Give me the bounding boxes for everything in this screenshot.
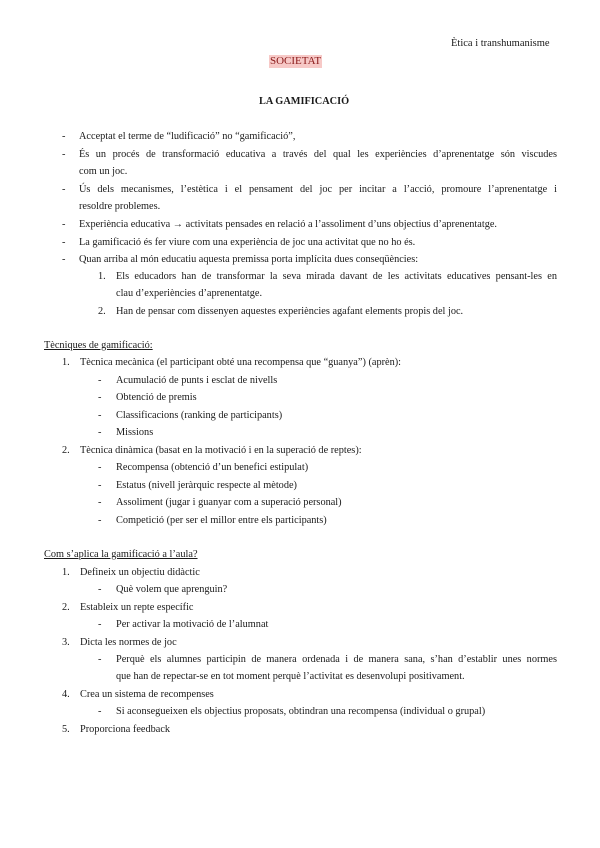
bullet-dash: - bbox=[98, 375, 102, 386]
list-number: 2. bbox=[62, 445, 70, 456]
bullet-dash: - bbox=[98, 410, 102, 421]
classroom-item-0-sub: Què volem que aprenguin? bbox=[116, 584, 228, 595]
classroom-title: Com s’aplica la gamificació a l’aula? bbox=[44, 549, 198, 560]
intro-bullet-3-line-0: Experiència educativa → activitats pensades en relació a l’assoliment d’uns objectius d’aprenentatge. bbox=[79, 219, 498, 230]
bullet-dash: - bbox=[98, 392, 102, 403]
technique-1-sub-1: Estatus (nivell jeràrquic respecte al mètode) bbox=[116, 480, 297, 491]
classroom-item-1-label: Estableix un repte específic bbox=[80, 602, 194, 613]
intro-bullet-5-line-0: Quan arriba al món educatiu aquesta premissa porta implícita dues conseqüències: bbox=[79, 254, 419, 265]
intro-bullet-1-line-1: com un joc. bbox=[79, 166, 128, 177]
bullet-dash: - bbox=[62, 184, 66, 195]
bullet-dash: - bbox=[62, 219, 66, 230]
classroom-item-2-sub-line-0: Perquè els alumnes participin de manera ordenada i de manera sana, s’han d’establir unes normes bbox=[116, 654, 557, 665]
technique-1-sub-3: Competició (per ser el millor entre els participants) bbox=[116, 515, 327, 526]
main-title: LA GAMIFICACIÓ bbox=[259, 96, 350, 107]
techniques-title: Tècniques de gamificació: bbox=[44, 340, 153, 351]
bullet-dash: - bbox=[98, 654, 102, 665]
list-number: 4. bbox=[62, 689, 70, 700]
classroom-item-1-sub: Per activar la motivació de l’alumnat bbox=[116, 619, 269, 630]
bullet-dash: - bbox=[98, 497, 102, 508]
technique-0-sub-1: Obtenció de premis bbox=[116, 392, 197, 403]
technique-1-sub-0: Recompensa (obtenció d’un benefici estipulat) bbox=[116, 462, 309, 473]
section-title: SOCIETAT bbox=[270, 55, 322, 67]
bullet-dash: - bbox=[98, 480, 102, 491]
technique-0-sub-2: Classificacions (ranking de participants) bbox=[116, 410, 283, 421]
bullet-dash: - bbox=[98, 427, 102, 438]
bullet-dash: - bbox=[62, 254, 66, 265]
intro-bullet-4-line-0: La gamificació és fer viure com una experiència de joc una activitat que no ho és. bbox=[79, 237, 416, 248]
technique-1-sub-2: Assoliment (jugar i guanyar com a superació personal) bbox=[116, 497, 342, 508]
bullet-dash: - bbox=[62, 237, 66, 248]
document-header: Ètica i transhumanisme bbox=[451, 38, 550, 49]
bullet-dash: - bbox=[98, 515, 102, 526]
bullet-dash: - bbox=[98, 706, 102, 717]
consequence-0-line-0: Els educadors han de transformar la seva mirada davant de les activitats educatives pensant-les en bbox=[116, 271, 557, 282]
list-number: 1. bbox=[62, 357, 70, 368]
bullet-dash: - bbox=[98, 462, 102, 473]
bullet-dash: - bbox=[98, 619, 102, 630]
consequence-1-line-0: Han de pensar com dissenyen aquestes experiències agafant elements propis del joc. bbox=[116, 306, 464, 317]
technique-0-sub-0: Acumulació de punts i esclat de nivells bbox=[116, 375, 278, 386]
intro-bullet-2-line-1: resoldre problemes. bbox=[79, 201, 161, 212]
classroom-item-3-label: Crea un sistema de recompenses bbox=[80, 689, 214, 700]
list-number: 1. bbox=[62, 567, 70, 578]
list-number: 1. bbox=[98, 271, 106, 282]
technique-1-label: Tècnica dinàmica (basat en la motivació i en la superació de reptes): bbox=[80, 445, 362, 456]
consequence-0-line-1: clau d’experiències d’aprenentatge. bbox=[116, 288, 263, 299]
bullet-dash: - bbox=[98, 584, 102, 595]
list-number: 2. bbox=[98, 306, 106, 317]
technique-0-label: Tècnica mecànica (el participant obté una recompensa que “guanya”) (aprèn): bbox=[80, 357, 402, 368]
technique-0-sub-3: Missions bbox=[116, 427, 154, 438]
classroom-item-2-label: Dicta les normes de joc bbox=[80, 637, 177, 648]
classroom-item-3-sub: Si aconsegueixen els objectius proposats, obtindran una recompensa (individual o grupal) bbox=[116, 706, 486, 717]
classroom-item-4-label: Proporciona feedback bbox=[80, 724, 171, 735]
list-number: 2. bbox=[62, 602, 70, 613]
bullet-dash: - bbox=[62, 131, 66, 142]
intro-bullet-0-line-0: Acceptat el terme de “ludificació” no “gamificació”, bbox=[79, 131, 296, 142]
bullet-dash: - bbox=[62, 149, 66, 160]
list-number: 3. bbox=[62, 637, 70, 648]
classroom-item-0-label: Defineix un objectiu didàctic bbox=[80, 567, 200, 578]
intro-bullet-2-line-0: Ús dels mecanismes, l’estètica i el pensament del joc per incitar a l’acció, promoure l’aprenentatge i bbox=[79, 184, 557, 195]
intro-bullet-1-line-0: És un procés de transformació educativa a través del qual les experiències d’aprenentatge són viscudes bbox=[79, 149, 557, 160]
list-number: 5. bbox=[62, 724, 70, 735]
classroom-item-2-sub-line-1: que han de repectar-se en tot moment perquè l’activitat es desenvolupi positivament. bbox=[116, 671, 465, 682]
